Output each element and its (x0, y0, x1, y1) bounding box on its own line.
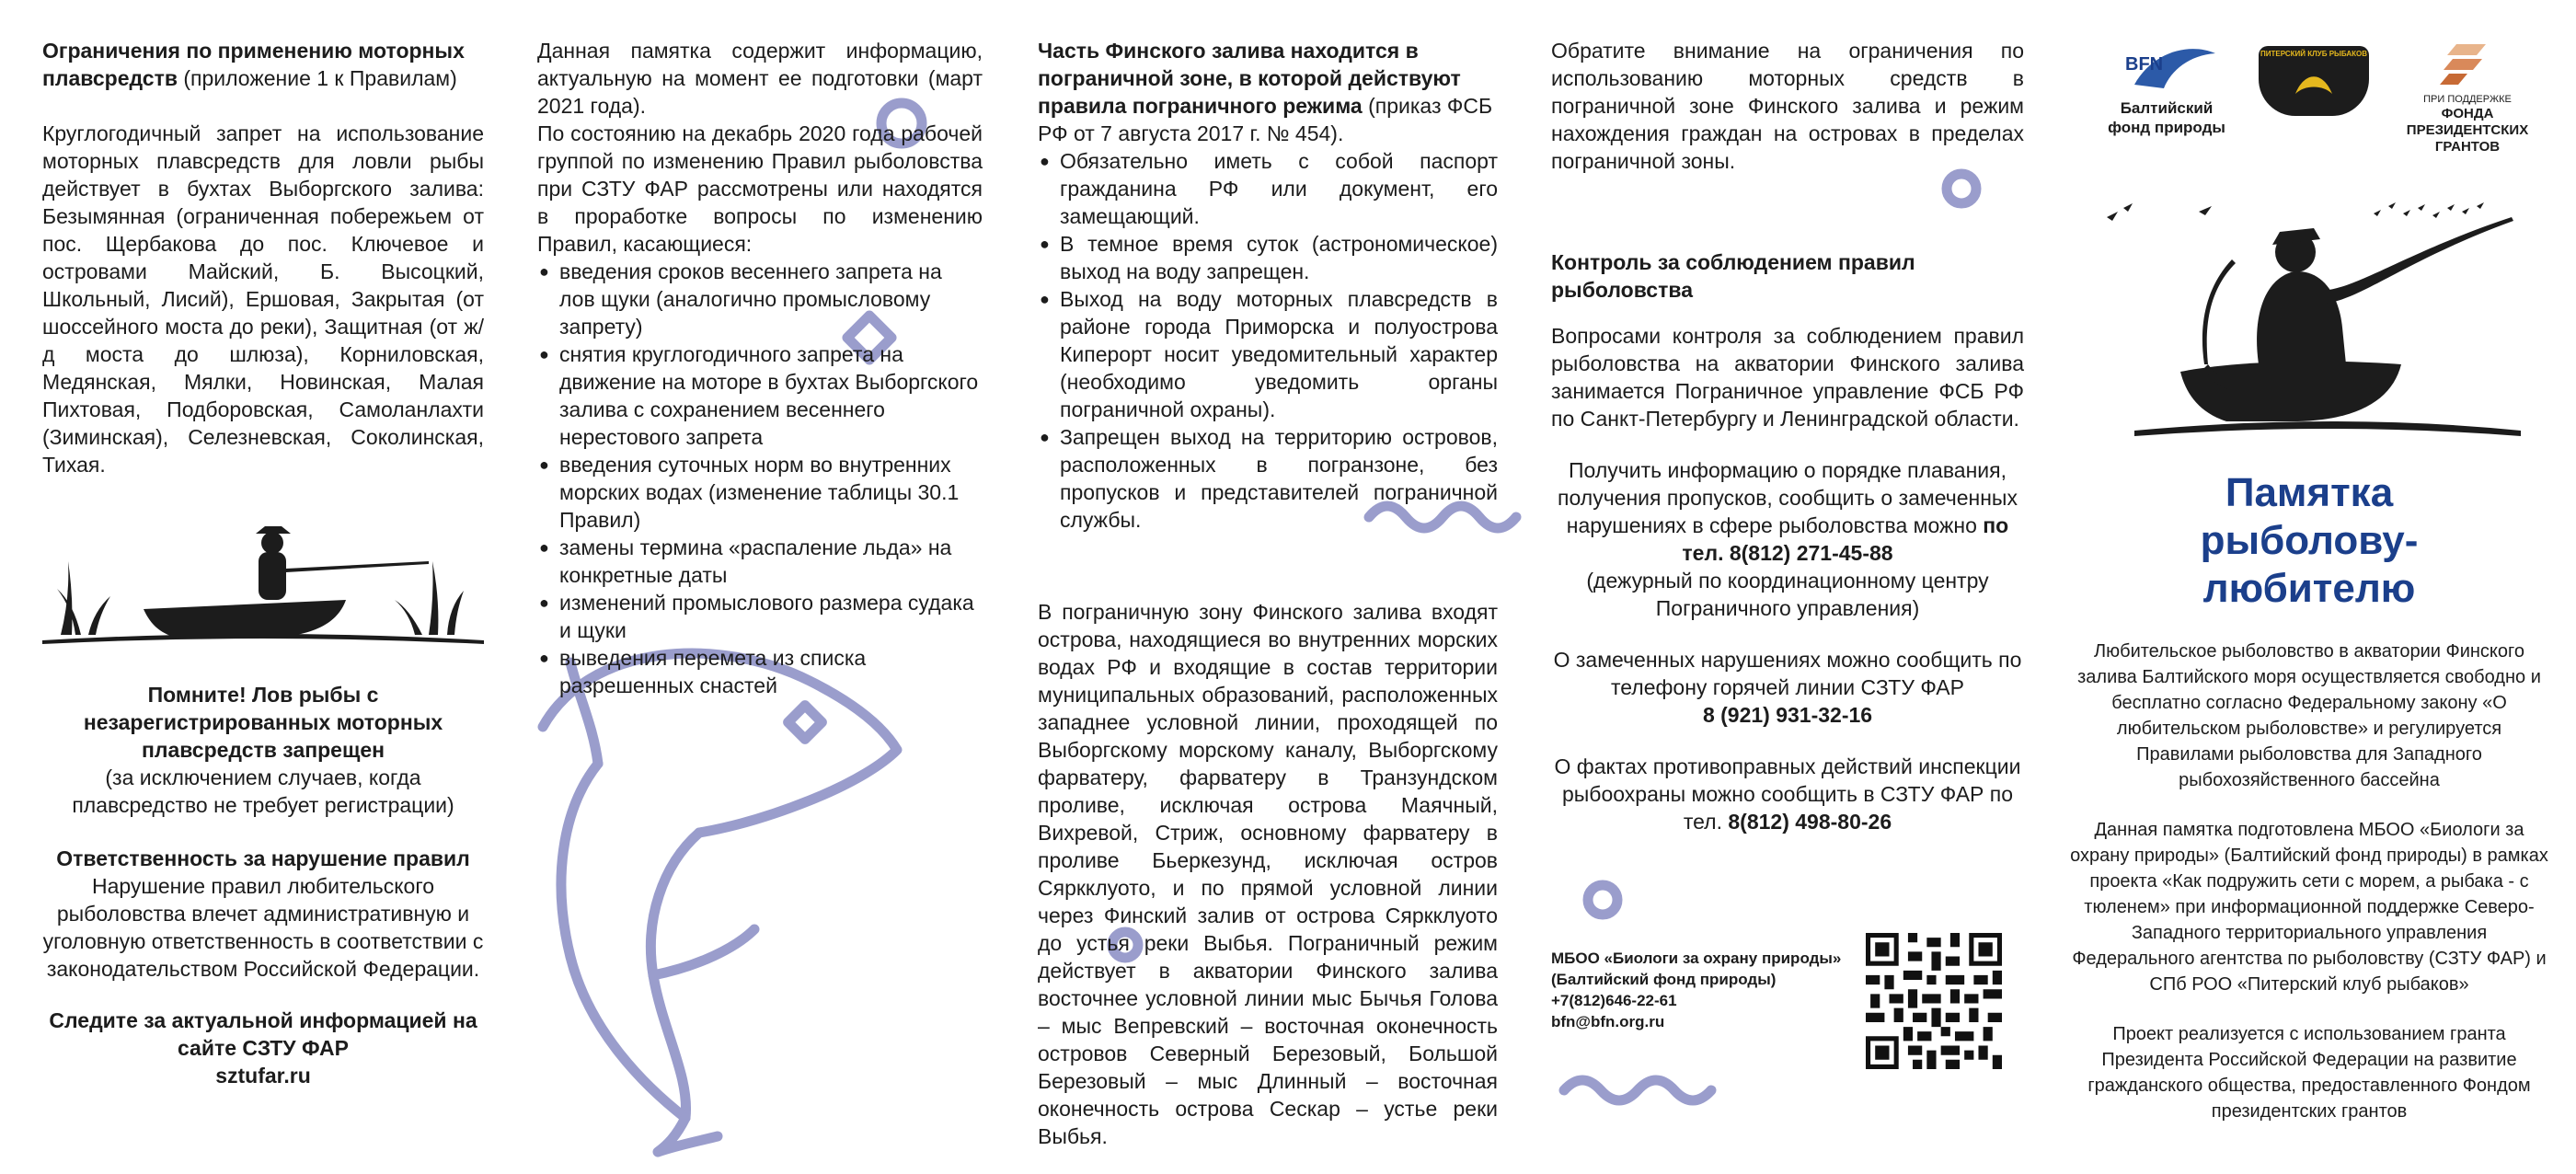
fish-illustration (543, 653, 897, 1152)
logo-bfn (2098, 42, 2236, 137)
responsibility-title: Ответственность за нарушение правил (56, 846, 470, 870)
border-rules-list (1038, 147, 1498, 534)
responsibility-text: Нарушение правил любительского рыболовства влечет административную и уголовную ответственность в соответствии с законодательством Российской Федерации. (42, 874, 484, 981)
column-control (1551, 37, 2024, 1030)
memo-intro: Данная памятка содержит информацию, актуальную на момент ее подготовки (март 2021 года). (537, 39, 983, 118)
cover-text (2070, 639, 2548, 1124)
bfn-logo-icon (2116, 42, 2217, 92)
cover-p3: Проект реализуется с использованием гранта Президента Российской Федерации на развитие гражданского общества, предоставленного Фондом президентских грантов (2087, 1024, 2531, 1122)
list-item: ● В темное время суток (астрономическое) выход на воду запрещен. (1060, 230, 1498, 285)
org-phone[interactable]: +7(812)646-22-61 (1551, 992, 1677, 1009)
column-rules-changes (537, 37, 983, 699)
grants-small: ПРИ ПОДДЕРЖКЕ (2423, 94, 2512, 105)
motor-ban-text: Круглогодичный запрет на использование моторных плавсредств для ловли рыбы действует в бухтах Выборгского залива: Безымянная (ограниченная побережьем от пос. Щербакова до пос. Ключевое и островами Майский, Б. Высоцкий, Школьный, Лисий), Ершовая, Закрытая (от шоссейного моста до реки), Защитная (от ж/д моста до шлюза), Корниловская, Медянская, Мялки, Новинская, Малая Пихтовая, Подборовская, Самоланлахти (Зиминская), Селезневская, Соколинская, Тихая. (42, 121, 484, 477)
list-item: ● Обязательно иметь с собой паспорт гражданина РФ или документ, его замещающий. (1060, 147, 1498, 230)
fisherman-hero-image (2070, 180, 2548, 456)
remember-warning: Помните! Лов рыбы с незарегистрированных моторных плавсредств запрещен (83, 683, 443, 762)
column-motor-restrictions (42, 37, 484, 1089)
grants-logo-icon (2440, 42, 2495, 86)
fisherman-boat-image (42, 497, 484, 662)
border-heading: Часть Финского залива находится в пограничной зоне, в которой действуют правила пограничного режима (приказ ФСБ РФ от 7 августа 2017 г. № 454). (1038, 39, 1493, 145)
list-item: ● введения сроков весеннего запрета на лов щуки (аналогично промысловому запрету) (559, 258, 983, 340)
follow-info: Следите за актуальной информацией на сайте СЗТУ ФАР (49, 1008, 477, 1060)
contacts-block (1551, 456, 2024, 835)
qr-code-image (1866, 933, 2002, 1069)
border-zone-text: В пограничную зону Финского залива входят острова, находящиеся во внутренних морских водах РФ и входящие в состав территории муниципальных образований, расположенных западнее условной линии, проходящей по Выборгскому морскому каналу, Выборгскому фарватеру, фарватеру в Транзундском проливе, исключая острова Маячный, Вихревой, Стриж, основному фарватеру в проливе Бьеркезунд, исключая остров Сяркклуото, и по прямой условной линии через Финский залив от острова Сяркклуото до устья реки Выбья. Пограничный режим действует в акватории Финского залива восточнее условной линии мыс Бычья Голова – мыс Вепревский – восточная оконечность островов Северный Березовый, Большой Березовый – мыс Длинный – восточная оконечность острова Сескар – устье реки Выбья. (1038, 600, 1498, 1148)
column-cover (2070, 42, 2548, 1124)
info-navigation: Получить информацию о порядке плавания, получения пропусков, сообщить о замеченных нарушениях в сфере рыболовства можно по тел. 8(812) 271-45-88 (1558, 458, 2018, 565)
attention-text: Обратите внимание на ограничения по использованию моторных средств в пограничной зоне Финского залива и режим нахождения граждан на островах в пределах пограничной зоны. (1551, 39, 2024, 173)
logo-grants (2394, 42, 2541, 155)
info-inspection: О фактах противоправных действий инспекции рыбоохраны можно сообщить в СЗТУ ФАР по тел. 8(812) 498-80-26 (1554, 754, 2021, 834)
memo-state: По состоянию на декабрь 2020 года рабочей группой по изменению Правил рыболовства при СЗТУ ФАР рассмотрены или находятся в проработке вопросы по изменению Правил, касающиеся: (537, 121, 983, 256)
cover-p2: Данная памятка подготовлена МБОО «Биологи за охрану природы» (Балтийский фонд природы) в рамках проекта «Как подружить сети с морем, а рыбака - с тюленем» при информационной поддержке Северо-Западного территориального управления Федерального агентства по рыболовству (СЗТУ ФАР) и СПб РОО «Питерский клуб рыбаков» (2070, 820, 2548, 995)
list-item: ● снятия круглогодичного запрета на движение на моторе в бухтах Выборгского залива с сохранением весеннего нерестового запрета (559, 340, 983, 451)
list-item: ● изменений промыслового размера судака и щуки (559, 589, 983, 644)
logos-row (2070, 42, 2548, 162)
bfn-caption: Балтийский фонд природы (2108, 99, 2225, 136)
fish-emblem-icon (2286, 66, 2341, 103)
column-border-zone (1038, 37, 1498, 1150)
deco-circle (1588, 885, 1617, 915)
org-email[interactable]: bfn@bfn.org.ru (1551, 1013, 1665, 1030)
changes-list (537, 258, 983, 699)
hotline-phone[interactable]: 8 (921) 931-32-16 (1702, 703, 1873, 727)
motor-heading: Ограничения по применению моторных плавсредств (приложение 1 к Правилам) (42, 39, 465, 90)
brochure-title: Памятка рыболову-любителю (2200, 470, 2419, 611)
remember-block (42, 681, 484, 1089)
list-item: ● Запрещен выход на территорию островов, расположенных в погранзоне, без пропусков и представителей пограничной службы. (1060, 423, 1498, 534)
control-title: Контроль за соблюдением правил рыболовства (1551, 250, 1915, 302)
svg-text:BFN: BFN (2125, 54, 2164, 75)
info-navigation-note: (дежурный по координационному центру Пограничного управления) (1586, 569, 1989, 620)
org-name: МБОО «Биологи за охрану природы» (Балтийский фонд природы) (1551, 950, 1842, 988)
list-item: ● выведения перемета из списка разрешенных снастей (559, 644, 983, 699)
grants-name: ФОНДА ПРЕЗИДЕНТСКИХ ГРАНТОВ (2406, 106, 2529, 155)
logo-club (2259, 46, 2369, 116)
site-link[interactable]: sztufar.ru (215, 1064, 311, 1088)
list-item: ● введения суточных норм во внутренних морских водах (изменение таблицы 30.1 Правил) (559, 451, 983, 534)
org-contacts (1551, 948, 1846, 1032)
info-hotline: О замеченных нарушениях можно сообщить по телефону горячей линии СЗТУ ФАР (1553, 648, 2022, 699)
remember-note: (за исключением случаев, когда плавсредство не требует регистрации) (72, 765, 454, 817)
list-item: ● замены термина «распаление льда» на конкретные даты (559, 534, 983, 589)
cover-p1: Любительское рыболовство в акватории Финского залива Балтийского моря осуществляется свободно и бесплатно согласно Федеральному закону «О любительском рыболовстве» и регулируется Правилами рыболовства для Западного рыбохозяйственного бассейна (2077, 641, 2541, 790)
deco-wave (1564, 1080, 1711, 1100)
control-text: Вопросами контроля за соблюдением правил рыболовства на акватории Финского залива занимается Пограничное управление ФСБ РФ по Санкт-Петербургу и Ленинградской области. (1551, 324, 2024, 431)
list-item: ● Выход на воду моторных плавсредств в районе города Приморска и полуострова Киперорт носит уведомительный характер (необходимо уведомить органы пограничной охраны). (1060, 285, 1498, 423)
club-name: ПИТЕРСКИЙ КЛУБ РЫБАКОВ (2260, 50, 2367, 58)
